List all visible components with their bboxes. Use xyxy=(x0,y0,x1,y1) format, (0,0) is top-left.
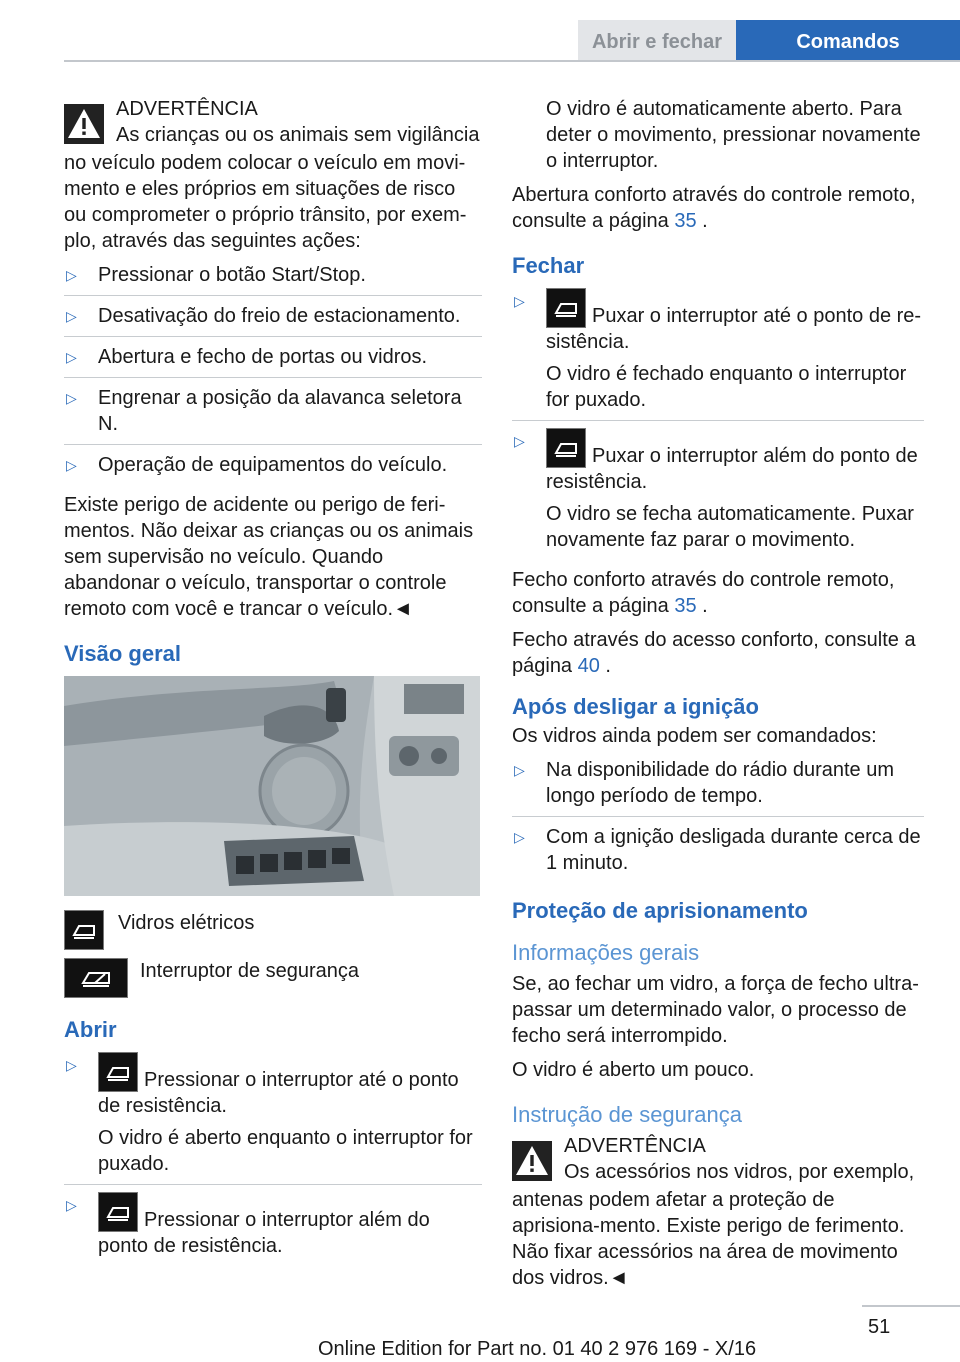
legend-label: Vidros elétricos xyxy=(118,912,255,934)
window-switch-icon xyxy=(98,1052,138,1092)
warning-first: Os acessórios nos vidros, por exemplo, xyxy=(564,1161,915,1183)
list-item-detail: O vidro é aberto enquanto o interruptor for puxado. xyxy=(98,1127,473,1175)
warning-list xyxy=(64,262,482,485)
list-item-detail: O vidro é fechado enquanto o interruptor for puxado. xyxy=(546,363,907,411)
door-panel-photo xyxy=(64,676,480,896)
open-item2-detail: O vidro é automaticamente aberto. Para deter o movimento, pressionar novamente o interruptor. xyxy=(546,98,921,172)
after-ignition-list xyxy=(512,757,924,883)
comfort-close-text: Fecho conforto através do controle remoto, consulte a página 35 . xyxy=(512,569,895,617)
triangle-bullet-icon: ▷ xyxy=(514,829,525,845)
close-heading: Fechar xyxy=(512,253,585,278)
list-item: ▷ Engrenar a posição da alavanca seletora N. xyxy=(64,385,482,445)
list-item: ▷ Desativação do freio de estacionamento. xyxy=(64,303,482,337)
warning-block xyxy=(64,96,482,254)
warning-triangle-icon xyxy=(512,1141,552,1181)
general-info-heading: Informações gerais xyxy=(512,940,700,965)
active-tab[interactable]: Comandos xyxy=(736,20,960,62)
open-heading: Abrir xyxy=(64,1017,117,1042)
safety-switch-icon xyxy=(64,958,128,998)
warning-triangle-icon xyxy=(64,104,104,144)
list-item: ▷ Pressionar o botão Start/Stop. xyxy=(64,262,482,296)
list-item: ▷ Puxar o interruptor até o ponto de re-sistência. O vidro é fechado enquanto o interruptor for puxado. xyxy=(512,288,924,421)
legend-safety-switch xyxy=(64,958,482,998)
warning-rest: antenas podem afetar a proteção de aprisiona-mento. Existe perigo de ferimento. Não fixar acessórios na área de movimento dos vidros.◄ xyxy=(512,1189,905,1289)
window-switch-icon xyxy=(546,428,586,468)
warning-title: ADVERTÊNCIA xyxy=(116,98,258,120)
list-item: ▷ Operação de equipamentos do veículo. xyxy=(66,454,448,476)
comfort-access-text: Fecho através do acesso conforto, consulte a página 40 . xyxy=(512,629,916,677)
warning-title: ADVERTÊNCIA xyxy=(564,1135,706,1157)
warning-intro-first: As crianças ou os animais sem vigilância xyxy=(116,124,480,146)
legend-power-windows xyxy=(64,910,482,950)
triangle-bullet-icon: ▷ xyxy=(66,390,77,406)
list-item: ▷ Puxar o interruptor além do ponto de resistência. O vidro se fecha automaticamente. Puxar novamente faz parar o movimento. xyxy=(512,428,924,560)
triangle-bullet-icon: ▷ xyxy=(66,1197,77,1213)
page-link[interactable]: 40 xyxy=(577,655,600,677)
window-switch-icon xyxy=(98,1192,138,1232)
after-ignition-heading: Após desligar a ignição xyxy=(512,694,759,719)
section-tab[interactable]: Abrir e fechar xyxy=(578,20,736,62)
list-item: ▷ Pressionar o interruptor até o ponto de resistência. O vidro é aberto enquanto o interruptor for puxado. xyxy=(64,1052,482,1185)
triangle-bullet-icon: ▷ xyxy=(66,457,77,473)
page-link[interactable]: 35 xyxy=(674,595,697,617)
window-switch-icon xyxy=(64,910,104,950)
triangle-bullet-icon: ▷ xyxy=(514,433,525,449)
list-item: ▷ Com a ignição desligada durante cerca de 1 minuto. xyxy=(514,826,921,874)
triangle-bullet-icon: ▷ xyxy=(514,293,525,309)
triangle-bullet-icon: ▷ xyxy=(514,762,525,778)
list-item: ▷ Pressionar o interruptor além do ponto de resistência. xyxy=(64,1192,482,1266)
legend-label: Interruptor de segurança xyxy=(140,960,360,982)
page-number: 51 xyxy=(868,1316,891,1338)
comfort-open-text: Abertura conforto através do controle remoto, consulte a página 35 . xyxy=(512,184,916,232)
warning-outro: Existe perigo de acidente ou perigo de feri-mentos. Não deixar as crianças ou os animais sem supervisão no veículo. Quando abandonar o veículo, transportar o controle remoto com você e trancar o veículo.◄ xyxy=(64,494,474,620)
triangle-bullet-icon: ▷ xyxy=(66,308,77,324)
window-switch-icon xyxy=(546,288,586,328)
overview-heading: Visão geral xyxy=(64,641,181,666)
list-item: ▷ Abertura e fecho de portas ou vidros. xyxy=(64,344,482,378)
after-ignition-intro: Os vidros ainda podem ser comandados: xyxy=(512,725,877,747)
triangle-bullet-icon: ▷ xyxy=(66,267,77,283)
header-divider xyxy=(64,60,960,62)
footer-divider xyxy=(862,1305,960,1307)
protection-heading: Proteção de aprisionamento xyxy=(512,898,808,923)
close-list xyxy=(512,288,924,560)
warning-intro-rest: no veículo podem colocar o veículo em movi-mento e eles próprios em situações de risco ou comprometer o próprio trânsito, por exem-plo, através das seguintes ações: xyxy=(64,152,467,252)
right-column xyxy=(512,96,924,1299)
safety-heading: Instrução de segurança xyxy=(512,1102,742,1127)
page-link[interactable]: 35 xyxy=(674,210,697,232)
edition-label: Online Edition for Part no. 01 40 2 976 169 - X/16 xyxy=(318,1338,757,1360)
list-item-detail: O vidro se fecha automaticamente. Puxar novamente faz parar o movimento. xyxy=(546,503,914,551)
triangle-bullet-icon: ▷ xyxy=(66,1057,77,1073)
triangle-bullet-icon: ▷ xyxy=(66,349,77,365)
page-header xyxy=(0,0,960,62)
general-info-text: Se, ao fechar um vidro, a força de fecho ultra-passar um determinado valor, o processo de fecho será interrompido. xyxy=(512,973,919,1047)
warning-block xyxy=(512,1133,924,1291)
general-info-text2: O vidro é aberto um pouco. xyxy=(512,1059,755,1081)
left-column xyxy=(64,96,482,1273)
list-item: ▷ Na disponibilidade do rádio durante um longo período de tempo. xyxy=(512,757,924,817)
open-list xyxy=(64,1052,482,1266)
